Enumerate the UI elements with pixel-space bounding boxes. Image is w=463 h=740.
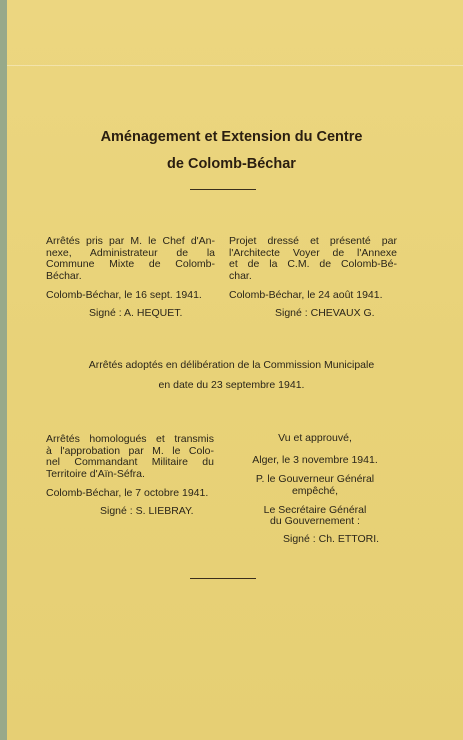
right-top-block: [229, 236, 397, 282]
bottom-rule: [190, 578, 256, 579]
left-bottom-date: Colomb-Béchar, le 7 octobre 1941.: [46, 487, 209, 499]
right-top-date: Colomb-Béchar, le 24 août 1941.: [229, 289, 383, 301]
left-bottom-line-4: Territoire d'Aïn-Séfra.: [46, 467, 145, 480]
right-top-line-2: l'Architecte Voyer de l'Annexe: [229, 246, 397, 259]
left-top-line-2: nexe, Administrateur de la: [46, 246, 215, 259]
middle-line-1: Arrêtés adoptés en délibération de la Commission Municipale: [88, 359, 375, 371]
middle-line-2: en date du 23 septembre 1941.: [158, 379, 305, 391]
left-bottom-block: [46, 434, 214, 480]
right-bottom-approved: Vu et approuvé,: [278, 432, 352, 444]
fold-line: [7, 65, 463, 66]
right-top-line-1: Projet dressé et présenté par: [229, 235, 397, 247]
left-top-date: Colomb-Béchar, le 16 sept. 1941.: [46, 289, 202, 301]
right-bottom-secretary-1: Le Secrétaire Général: [263, 504, 367, 516]
right-bottom-governor-1: P. le Gouverneur Général: [255, 473, 375, 485]
left-bottom-signature: Signé : S. LIEBRAY.: [100, 505, 194, 517]
left-top-line-3: Commune Mixte de Colomb-: [46, 258, 215, 270]
title-line-2: de Colomb-Béchar: [167, 156, 296, 172]
left-bottom-line-2: à l'approbation par M. le Colo-: [46, 444, 214, 457]
right-top-line-3: et de la C.M. de Colomb-Bé-: [229, 258, 397, 270]
right-bottom-signature: Signé : Ch. ETTORI.: [283, 533, 380, 545]
right-bottom-governor-2: empêché,: [291, 485, 339, 497]
left-bottom-line-1: Arrêtés homologués et transmis: [46, 433, 214, 445]
left-top-line-1: Arrêtés pris par M. le Chef d'An-: [46, 235, 215, 247]
left-top-signature: Signé : A. HEQUET.: [89, 307, 183, 319]
title-rule: [190, 189, 256, 190]
right-bottom-secretary-2: du Gouvernement :: [270, 515, 360, 527]
right-top-line-4: char.: [229, 269, 252, 282]
left-top-line-4: Béchar.: [46, 269, 82, 282]
left-bottom-line-3: nel Commandant Militaire du: [46, 456, 214, 468]
right-bottom-date: Alger, le 3 novembre 1941.: [252, 454, 378, 466]
title-line-1: Aménagement et Extension du Centre: [100, 129, 363, 145]
left-top-block: [46, 236, 215, 282]
right-top-signature: Signé : CHEVAUX G.: [275, 307, 375, 319]
